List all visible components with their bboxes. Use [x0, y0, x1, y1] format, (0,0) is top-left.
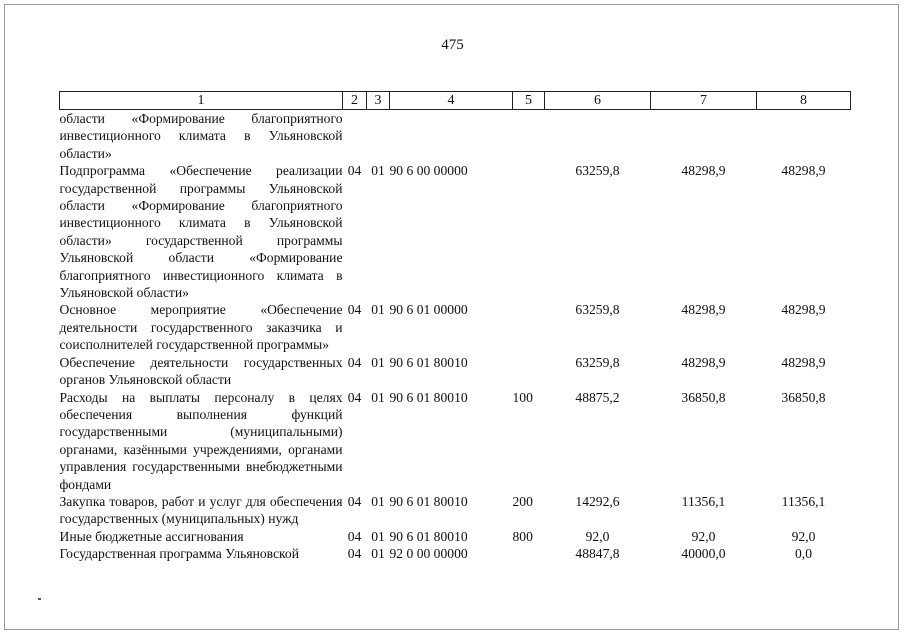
- scan-speck: [38, 598, 41, 600]
- row-description: Основное мероприятие «Обеспечение деятельности государственного заказчика и соисполнителей государственной программы»: [59, 302, 343, 353]
- subsection-code: 01: [371, 163, 385, 179]
- table-row: [60, 162, 851, 301]
- amount-col-8: [757, 110, 851, 163]
- table-row: [60, 545, 851, 562]
- amount-col-7: 48298,9: [681, 302, 726, 318]
- section-code: 04: [347, 163, 362, 179]
- expense-type-code: 200: [512, 493, 533, 509]
- amount-col-6: 48875,2: [575, 389, 620, 405]
- header-row: [60, 92, 851, 110]
- table-row: [60, 389, 851, 493]
- section-code: 04: [347, 528, 362, 544]
- expense-type-code: [513, 354, 545, 389]
- table-row: [60, 354, 851, 389]
- table-row: [60, 528, 851, 545]
- amount-col-8: 48298,9: [781, 354, 826, 370]
- amount-col-7: [651, 110, 757, 163]
- amount-col-6: [545, 110, 651, 163]
- header-col-7: 7: [651, 92, 757, 110]
- amount-col-6: 14292,6: [575, 493, 620, 509]
- row-description: Иные бюджетные ассигнования: [59, 528, 244, 544]
- subsection-code: [367, 110, 390, 163]
- row-description: Подпрограмма «Обеспечение реализации государственной программы Ульяновской области «Формирование благоприятного инвестиционного климата в Ульяновской области» государственной программы Ульяновской области «Формирование благоприятного инвестиционного климата в Ульяновской области»: [59, 163, 343, 301]
- header-col-8: 8: [757, 92, 851, 110]
- expense-type-code: [513, 545, 545, 562]
- amount-col-7: 36850,8: [681, 389, 726, 405]
- amount-col-7: 48298,9: [681, 163, 726, 179]
- header-col-1: 1: [60, 92, 343, 110]
- row-description: Обеспечение деятельности государственных органов Ульяновской области: [59, 354, 343, 388]
- amount-col-7: 40000,0: [681, 546, 726, 562]
- expense-type-code: [513, 301, 545, 353]
- target-article-code: [390, 110, 513, 163]
- header-col-6: 6: [545, 92, 651, 110]
- amount-col-6: 92,0: [585, 528, 610, 544]
- amount-col-8: 92,0: [791, 528, 816, 544]
- target-article-code: 90 6 01 80010: [389, 354, 468, 370]
- table-row: [60, 110, 851, 163]
- amount-col-6: 48847,8: [575, 546, 620, 562]
- amount-col-7: 48298,9: [681, 354, 726, 370]
- amount-col-6: 63259,8: [575, 354, 620, 370]
- subsection-code: 01: [371, 528, 385, 544]
- section-code: [343, 110, 367, 163]
- row-description: области «Формирование благоприятного инвестиционного климата в Ульяновской области»: [59, 111, 343, 161]
- target-article-code: 92 0 00 00000: [389, 546, 468, 562]
- header-col-2: 2: [343, 92, 367, 110]
- table-row: [60, 493, 851, 528]
- section-code: 04: [347, 493, 362, 509]
- header-col-4: 4: [390, 92, 513, 110]
- header-col-3: 3: [367, 92, 390, 110]
- amount-col-8: 11356,1: [781, 493, 826, 509]
- table-header: [60, 92, 851, 110]
- budget-table: [59, 91, 851, 563]
- page-number: 475: [441, 37, 464, 53]
- section-code: 04: [347, 389, 362, 405]
- expense-type-code: 800: [512, 528, 533, 544]
- target-article-code: 90 6 01 80010: [389, 389, 468, 405]
- amount-col-6: 63259,8: [575, 302, 620, 318]
- row-description: Закупка товаров, работ и услуг для обеспечения государственных (муниципальных) нужд: [59, 493, 343, 527]
- row-description: Государственная программа Ульяновской: [59, 546, 299, 562]
- section-code: 04: [347, 354, 362, 370]
- subsection-code: 01: [371, 493, 385, 509]
- target-article-code: 90 6 01 80010: [389, 528, 468, 544]
- subsection-code: 01: [371, 354, 385, 370]
- row-description: Расходы на выплаты персоналу в целях обеспечения выполнения функций государственными (муниципальными) органами, казёнными учреждениями, органами управления государственными внебюджетными фондами: [59, 389, 343, 492]
- expense-type-code: 100: [512, 389, 533, 405]
- amount-col-7: 11356,1: [681, 493, 726, 509]
- amount-col-8: 48298,9: [781, 163, 826, 179]
- target-article-code: 90 6 01 00000: [389, 302, 468, 318]
- header-col-5: 5: [513, 92, 545, 110]
- section-code: 04: [347, 302, 362, 318]
- expense-type-code: [513, 162, 545, 301]
- amount-col-7: 92,0: [691, 528, 716, 544]
- section-code: 04: [347, 546, 362, 562]
- amount-col-6: 63259,8: [575, 163, 620, 179]
- amount-col-8: 36850,8: [781, 389, 826, 405]
- subsection-code: 01: [371, 389, 385, 405]
- table-row: [60, 301, 851, 353]
- amount-col-8: 48298,9: [781, 302, 826, 318]
- target-article-code: 90 6 01 80010: [389, 493, 468, 509]
- expense-type-code: [513, 110, 545, 163]
- subsection-code: 01: [371, 546, 385, 562]
- target-article-code: 90 6 00 00000: [389, 163, 468, 179]
- amount-col-8: 0,0: [795, 546, 812, 562]
- subsection-code: 01: [371, 302, 385, 318]
- table-body: [60, 110, 851, 563]
